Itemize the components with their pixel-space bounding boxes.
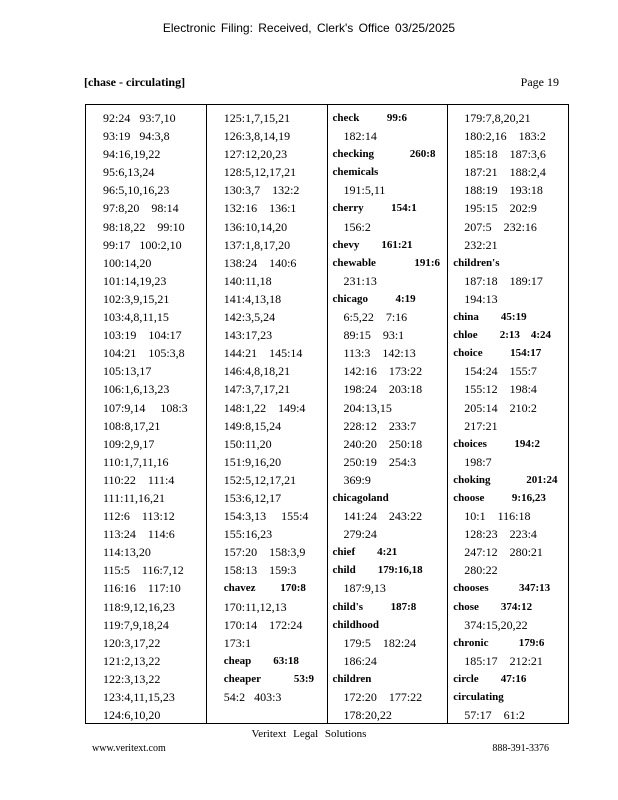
index-term-entry: child's 187:8 bbox=[332, 600, 417, 613]
index-reference-line: 187:21 188:2,4 bbox=[464, 165, 546, 180]
index-reference-line: 198:24 203:18 bbox=[343, 382, 423, 397]
index-reference-line: 148:1,22 149:4 bbox=[223, 400, 306, 415]
index-reference-line: 96:5,10,16,23 bbox=[103, 183, 170, 198]
index-term-entry: chief 4:21 bbox=[332, 546, 398, 559]
index-reference-line: 104:21 105:3,8 bbox=[103, 346, 185, 361]
index-term-entry: chicago 4:19 bbox=[332, 292, 416, 305]
index-reference-line: 57:17 61:2 bbox=[464, 708, 525, 723]
index-reference-line: 103:4,8,11,15 bbox=[103, 310, 169, 325]
index-reference-line: 280:22 bbox=[464, 563, 498, 578]
index-reference-line: 185:18 187:3,6 bbox=[464, 147, 546, 162]
index-reference-line: 10:1 116:18 bbox=[464, 509, 531, 524]
index-reference-line: 119:7,9,18,24 bbox=[103, 617, 169, 632]
index-reference-line: 247:12 280:21 bbox=[464, 545, 543, 560]
index-term-entry: chose 374:12 bbox=[453, 600, 533, 613]
index-reference-line: 228:12 233:7 bbox=[343, 418, 417, 433]
footer-company: Veritext Legal Solutions bbox=[251, 728, 367, 740]
index-term-entry: chemicals bbox=[332, 166, 379, 179]
index-term-entry: choking 201:24 bbox=[453, 473, 558, 486]
index-reference-line: 137:1,8,17,20 bbox=[223, 237, 291, 252]
index-reference-line: 217:21 bbox=[464, 418, 498, 433]
index-reference-line: 122:3,13,22 bbox=[103, 671, 161, 686]
index-reference-line: 95:6,13,24 bbox=[103, 165, 155, 180]
index-reference-line: 116:16 117:10 bbox=[103, 581, 181, 596]
index-reference-line: 102:3,9,15,21 bbox=[103, 291, 170, 306]
index-reference-line: 152:5,12,17,21 bbox=[223, 472, 297, 487]
index-reference-line: 94:16,19,22 bbox=[103, 147, 161, 162]
index-reference-line: 136:10,14,20 bbox=[223, 219, 288, 234]
index-reference-line: 204:13,15 bbox=[343, 400, 392, 415]
page-number: Page 19 bbox=[520, 75, 559, 89]
index-term-entry: children bbox=[332, 672, 372, 685]
index-reference-line: 187:9,13 bbox=[343, 581, 386, 596]
index-reference-line: 110:22 111:4 bbox=[103, 472, 175, 487]
index-term-entry: childhood bbox=[332, 618, 379, 631]
index-reference-line: 120:3,17,22 bbox=[103, 635, 161, 650]
index-reference-line: 130:3,7 132:2 bbox=[223, 183, 300, 198]
index-reference-line: 107:9,14 108:3 bbox=[103, 400, 188, 415]
index-reference-line: 173:1 bbox=[223, 635, 252, 650]
index-reference-line: 374:15,20,22 bbox=[464, 617, 528, 632]
index-reference-line: 153:6,12,17 bbox=[223, 490, 282, 505]
index-reference-line: 180:2,16 183:2 bbox=[464, 129, 546, 144]
index-reference-line: 186:24 bbox=[343, 653, 377, 668]
index-reference-line: 118:9,12,16,23 bbox=[103, 599, 175, 614]
index-reference-line: 250:19 254:3 bbox=[343, 454, 417, 469]
index-reference-line: 142:16 173:22 bbox=[343, 364, 423, 379]
index-reference-line: 143:17,23 bbox=[223, 328, 273, 343]
index-reference-line: 105:13,17 bbox=[103, 364, 152, 379]
index-reference-line: 89:15 93:1 bbox=[343, 328, 405, 343]
index-reference-line: 157:20 158:3,9 bbox=[223, 545, 306, 560]
index-reference-line: 132:16 136:1 bbox=[223, 201, 297, 216]
index-reference-line: 100:14,20 bbox=[103, 255, 152, 270]
index-reference-line: 99:17 100:2,10 bbox=[103, 237, 182, 252]
word-index-table bbox=[85, 104, 569, 724]
index-reference-line: 170:14 172:24 bbox=[223, 617, 303, 632]
index-reference-line: 188:19 193:18 bbox=[464, 183, 543, 198]
index-term-entry: chicagoland bbox=[332, 491, 389, 504]
footer-phone: 888-391-3376 bbox=[492, 743, 549, 754]
index-term-entry: circulating bbox=[453, 691, 504, 703]
index-range-header: [chase - circulating] bbox=[84, 75, 186, 89]
index-reference-line: 141:24 243:22 bbox=[343, 509, 423, 524]
index-reference-line: 194:13 bbox=[464, 291, 498, 306]
index-column-2 bbox=[207, 105, 328, 723]
index-reference-line: 127:12,20,23 bbox=[223, 147, 288, 162]
index-reference-line: 170:11,12,13 bbox=[223, 599, 287, 614]
index-reference-line: 92:24 93:7,10 bbox=[103, 111, 176, 125]
index-reference-line: 112:6 113:12 bbox=[103, 509, 175, 524]
index-term-entry: cheap 63:18 bbox=[223, 654, 299, 667]
index-reference-line: 156:2 bbox=[343, 219, 371, 234]
index-reference-line: 142:3,5,24 bbox=[223, 310, 276, 325]
index-term-entry: chewable 191:6 bbox=[332, 256, 441, 269]
index-reference-line: 144:21 145:14 bbox=[223, 346, 303, 361]
index-reference-line: 106:1,6,13,23 bbox=[103, 382, 170, 397]
index-reference-line: 179:5 182:24 bbox=[343, 635, 417, 650]
index-term-entry: children's bbox=[453, 256, 500, 269]
index-term-entry: circle 47:16 bbox=[453, 672, 527, 685]
index-reference-line: 240:20 250:18 bbox=[343, 436, 423, 451]
index-term-entry: chronic 179:6 bbox=[453, 636, 545, 649]
index-reference-line: 108:8,17,21 bbox=[103, 418, 161, 433]
index-term-entry: cherry 154:1 bbox=[332, 202, 417, 215]
index-reference-line: 147:3,7,17,21 bbox=[223, 382, 291, 397]
index-column-4 bbox=[448, 105, 568, 723]
index-reference-line: 141:4,13,18 bbox=[223, 291, 282, 306]
index-reference-line: 172:20 177:22 bbox=[343, 690, 423, 704]
index-reference-line: 140:11,18 bbox=[223, 273, 272, 288]
index-reference-line: 279:24 bbox=[343, 527, 377, 542]
index-reference-line: 150:11,20 bbox=[223, 436, 272, 451]
index-reference-line: 113:24 114:6 bbox=[103, 527, 175, 542]
index-reference-line: 109:2,9,17 bbox=[103, 436, 155, 451]
index-term-entry: china 45:19 bbox=[453, 311, 527, 324]
index-reference-line: 207:5 232:16 bbox=[464, 219, 537, 234]
index-reference-line: 205:14 210:2 bbox=[464, 400, 537, 415]
index-reference-line: 232:21 bbox=[464, 237, 498, 252]
index-reference-line: 155:12 198:4 bbox=[464, 382, 537, 397]
index-term-entry: checking 260:8 bbox=[332, 148, 436, 161]
index-term-entry: cheaper 53:9 bbox=[223, 672, 314, 685]
footer-website: www.veritext.com bbox=[92, 743, 166, 754]
index-reference-line: 113:3 142:13 bbox=[343, 346, 416, 361]
index-reference-line: 138:24 140:6 bbox=[223, 255, 297, 270]
index-term-entry: check 99:6 bbox=[332, 112, 408, 124]
index-reference-line: 149:8,15,24 bbox=[223, 418, 282, 433]
index-reference-line: 123:4,11,15,23 bbox=[103, 690, 175, 704]
index-reference-line: 151:9,16,20 bbox=[223, 454, 282, 469]
index-term-entry: chooses 347:13 bbox=[453, 582, 551, 595]
index-term-entry: chloe 2:13 4:24 bbox=[453, 329, 552, 342]
index-reference-line: 128:23 223:4 bbox=[464, 527, 537, 542]
index-term-entry: choices 194:2 bbox=[453, 437, 541, 450]
index-reference-line: 154:3,13 155:4 bbox=[223, 509, 309, 524]
index-reference-line: 185:17 212:21 bbox=[464, 653, 543, 668]
index-reference-line: 187:18 189:17 bbox=[464, 273, 543, 288]
index-term-entry: child 179:16,18 bbox=[332, 564, 423, 577]
index-reference-line: 158:13 159:3 bbox=[223, 563, 297, 578]
index-reference-line: 179:7,8,20,21 bbox=[464, 111, 531, 125]
index-reference-line: 97:8,20 98:14 bbox=[103, 201, 179, 216]
index-reference-line: 98:18,22 99:10 bbox=[103, 219, 185, 234]
index-reference-line: 115:5 116:7,12 bbox=[103, 563, 184, 578]
index-reference-line: 126:3,8,14,19 bbox=[223, 129, 291, 144]
index-reference-line: 101:14,19,23 bbox=[103, 273, 167, 288]
index-reference-line: 54:2 403:3 bbox=[223, 690, 282, 704]
index-term-entry: choice 154:17 bbox=[453, 347, 542, 360]
index-reference-line: 125:1,7,15,21 bbox=[223, 111, 291, 125]
index-reference-line: 198:7 bbox=[464, 454, 492, 469]
index-reference-line: 191:5,11 bbox=[343, 183, 386, 198]
index-reference-line: 103:19 104:17 bbox=[103, 328, 182, 343]
index-reference-line: 6:5,22 7:16 bbox=[343, 310, 408, 325]
index-reference-line: 114:13,20 bbox=[103, 545, 151, 560]
index-reference-line: 231:13 bbox=[343, 273, 377, 288]
index-reference-line: 93:19 94:3,8 bbox=[103, 129, 170, 144]
index-reference-line: 124:6,10,20 bbox=[103, 708, 161, 723]
index-column-3 bbox=[328, 105, 449, 723]
index-column-1 bbox=[86, 105, 207, 723]
index-term-entry: chavez 170:8 bbox=[223, 582, 306, 595]
index-reference-line: 182:14 bbox=[343, 129, 377, 144]
index-reference-line: 369:9 bbox=[343, 472, 371, 487]
index-reference-line: 128:5,12,17,21 bbox=[223, 165, 297, 180]
index-reference-line: 155:16,23 bbox=[223, 527, 273, 542]
filing-stamp: Electronic Filing: Received, Clerk's Office 03/25/2025 bbox=[162, 21, 456, 35]
index-reference-line: 146:4,8,18,21 bbox=[223, 364, 291, 379]
index-reference-line: 121:2,13,22 bbox=[103, 653, 161, 668]
index-reference-line: 195:15 202:9 bbox=[464, 201, 537, 216]
index-reference-line: 178:20,22 bbox=[343, 708, 392, 723]
index-term-entry: chevy 161:21 bbox=[332, 238, 413, 251]
index-reference-line: 111:11,16,21 bbox=[103, 490, 165, 505]
index-reference-line: 110:1,7,11,16 bbox=[103, 454, 169, 469]
index-reference-line: 154:24 155:7 bbox=[464, 364, 537, 379]
index-term-entry: choose 9:16,23 bbox=[453, 491, 546, 504]
